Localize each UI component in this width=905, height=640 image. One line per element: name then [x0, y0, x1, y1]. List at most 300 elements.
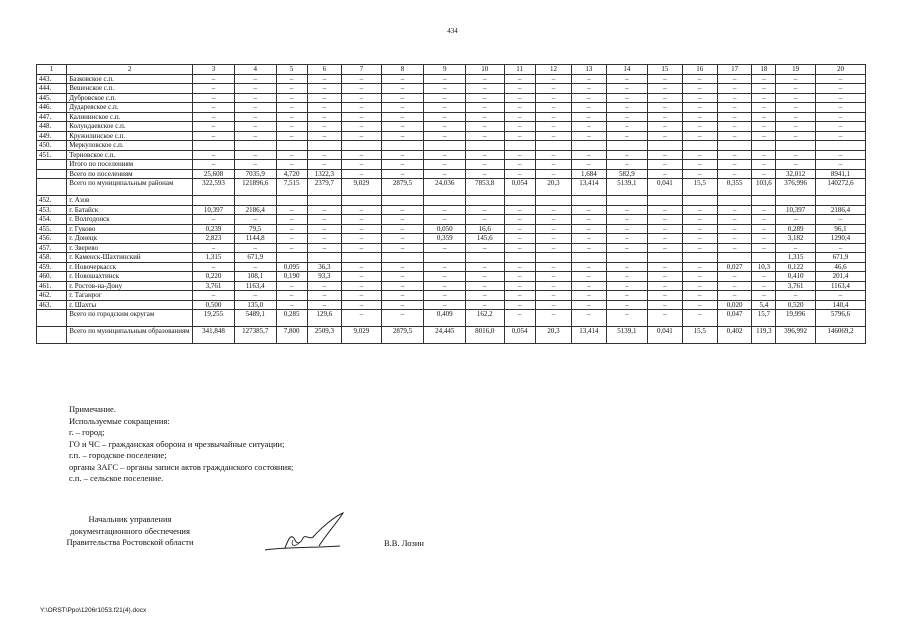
table-cell — [234, 141, 276, 151]
table-cell: – — [234, 150, 276, 160]
table-cell: – — [648, 160, 682, 170]
table-cell: – — [342, 74, 382, 84]
table-cell: – — [307, 281, 341, 291]
table-cell: – — [718, 224, 752, 234]
table-cell: – — [572, 234, 606, 244]
table-cell: – — [718, 243, 752, 253]
table-row — [37, 243, 866, 253]
table-cell: – — [606, 112, 648, 122]
table-cell: – — [535, 291, 571, 301]
table-cell: – — [307, 300, 341, 310]
table-cell: – — [572, 112, 606, 122]
table-cell: – — [718, 112, 752, 122]
table-cell: 140,4 — [815, 300, 865, 310]
table-cell: – — [504, 300, 535, 310]
table-cell: – — [342, 112, 382, 122]
table-cell: – — [307, 224, 341, 234]
table-cell: – — [466, 281, 505, 291]
table-cell: – — [752, 169, 776, 179]
table-cell: – — [342, 224, 382, 234]
table-cell: – — [466, 272, 505, 282]
table-cell: – — [424, 300, 466, 310]
table-cell: – — [307, 215, 341, 225]
table-cell: – — [606, 243, 648, 253]
table-cell: 20,3 — [535, 327, 571, 344]
table-cell — [815, 141, 865, 151]
table-cell: – — [276, 224, 307, 234]
table-cell: – — [342, 234, 382, 244]
table-cell: – — [718, 291, 752, 301]
row-number: 451. — [37, 150, 67, 160]
table-cell: 16,6 — [466, 224, 505, 234]
table-cell: 79,5 — [234, 224, 276, 234]
table-cell: – — [307, 93, 341, 103]
table-cell: – — [606, 300, 648, 310]
table-cell: – — [606, 74, 648, 84]
notes-block — [69, 404, 293, 485]
table-row — [37, 122, 866, 132]
table-cell: – — [648, 224, 682, 234]
row-name: Кружилинское с.п. — [67, 131, 193, 141]
note-line: Используемые сокращения: — [69, 415, 170, 426]
table-cell: 32,012 — [776, 169, 816, 179]
table-cell — [752, 196, 776, 206]
row-number: 447. — [37, 112, 67, 122]
table-cell: – — [466, 103, 505, 113]
table-cell: – — [424, 169, 466, 179]
table-cell: – — [424, 205, 466, 215]
table-cell: 3,761 — [193, 281, 235, 291]
table-cell: 10,397 — [776, 205, 816, 215]
table-cell: – — [504, 122, 535, 132]
table-cell: – — [752, 234, 776, 244]
table-cell: – — [682, 150, 717, 160]
table-cell — [342, 196, 382, 206]
table-cell: – — [193, 103, 235, 113]
column-header: 17 — [718, 65, 752, 75]
row-number: 462. — [37, 291, 67, 301]
table-cell: 376,996 — [776, 179, 816, 196]
table-cell: – — [776, 131, 816, 141]
table-cell: 24,445 — [424, 327, 466, 344]
table-cell: – — [682, 122, 717, 132]
table-cell: 1322,3 — [307, 169, 341, 179]
row-name: Терновское с.п. — [67, 150, 193, 160]
table-cell: – — [424, 122, 466, 132]
table-row — [37, 112, 866, 122]
table-cell: 2879,5 — [381, 179, 424, 196]
table-cell: – — [572, 150, 606, 160]
table-cell — [193, 196, 235, 206]
table-cell: – — [535, 84, 571, 94]
table-cell: – — [342, 272, 382, 282]
table-cell: – — [424, 215, 466, 225]
table-row — [37, 281, 866, 291]
table-row — [37, 179, 866, 196]
table-cell: 46,6 — [815, 262, 865, 272]
table-cell: 582,9 — [606, 169, 648, 179]
table-cell — [504, 196, 535, 206]
table-cell: 0,020 — [718, 300, 752, 310]
table-cell: 7035,9 — [234, 169, 276, 179]
table-cell — [504, 253, 535, 263]
table-cell — [752, 253, 776, 263]
table-row — [37, 253, 866, 263]
table-cell: – — [342, 215, 382, 225]
row-number: 452. — [37, 196, 67, 206]
table-cell: 0,041 — [648, 327, 682, 344]
table-cell: – — [535, 122, 571, 132]
row-number — [37, 327, 67, 344]
table-cell: – — [535, 243, 571, 253]
table-cell: – — [466, 205, 505, 215]
table-cell: – — [466, 291, 505, 301]
table-cell: – — [718, 215, 752, 225]
table-cell: – — [342, 160, 382, 170]
table-cell: – — [682, 215, 717, 225]
table-cell: 1,315 — [193, 253, 235, 263]
row-number — [37, 310, 67, 327]
table-cell: 0,500 — [193, 300, 235, 310]
table-cell: 0,122 — [776, 262, 816, 272]
row-name: г. Батайск — [67, 205, 193, 215]
table-cell: 0,027 — [718, 262, 752, 272]
table-cell: – — [776, 74, 816, 84]
table-row — [37, 141, 866, 151]
table-cell: – — [682, 93, 717, 103]
signature-title-line: документационного обеспечения — [70, 525, 190, 536]
table-cell: – — [535, 160, 571, 170]
table-cell: – — [572, 215, 606, 225]
column-header: 19 — [776, 65, 816, 75]
table-cell: – — [342, 122, 382, 132]
table-cell: 93,3 — [307, 272, 341, 282]
row-number: 463. — [37, 300, 67, 310]
table-row — [37, 234, 866, 244]
table-cell: 146069,2 — [815, 327, 865, 344]
table-cell: – — [572, 122, 606, 132]
table-cell: – — [752, 103, 776, 113]
row-name: Итого по поселениям — [67, 160, 193, 170]
table-cell — [648, 141, 682, 151]
table-cell — [718, 253, 752, 263]
table-cell: 103,6 — [752, 179, 776, 196]
table-cell: 5139,1 — [606, 179, 648, 196]
row-name: Всего по поселениям — [67, 169, 193, 179]
table-cell: – — [466, 112, 505, 122]
table-cell: – — [648, 169, 682, 179]
table-cell: – — [504, 224, 535, 234]
table-cell: 341,848 — [193, 327, 235, 344]
row-number — [37, 160, 67, 170]
row-name: г. Ростов-на-Дону — [67, 281, 193, 291]
table-cell: – — [381, 262, 424, 272]
table-cell: 7,800 — [276, 327, 307, 344]
table-row — [37, 205, 866, 215]
table-cell: – — [504, 262, 535, 272]
table-cell: – — [606, 215, 648, 225]
row-number: 458. — [37, 253, 67, 263]
row-number: 455. — [37, 224, 67, 234]
table-cell: – — [648, 272, 682, 282]
table-cell: – — [504, 131, 535, 141]
table-cell: – — [815, 74, 865, 84]
table-cell: – — [276, 84, 307, 94]
table-cell: 1,315 — [776, 253, 816, 263]
table-cell: – — [307, 160, 341, 170]
table-cell — [682, 196, 717, 206]
table-row — [37, 74, 866, 84]
table-cell: 5489,1 — [234, 310, 276, 327]
table-cell: – — [381, 224, 424, 234]
note-line: г. – город; — [69, 427, 105, 437]
table-cell: – — [504, 272, 535, 282]
table-cell: 2509,3 — [307, 327, 341, 344]
table-cell: 201,4 — [815, 272, 865, 282]
table-cell: – — [606, 262, 648, 272]
table-cell: 15,5 — [682, 179, 717, 196]
table-cell: 0,041 — [648, 179, 682, 196]
table-cell: – — [752, 122, 776, 132]
table-cell: – — [682, 169, 717, 179]
table-cell: 24,036 — [424, 179, 466, 196]
table-cell: – — [234, 262, 276, 272]
table-cell: 121896,6 — [234, 179, 276, 196]
table-cell: – — [276, 131, 307, 141]
table-cell: – — [504, 281, 535, 291]
table-cell: – — [572, 205, 606, 215]
table-cell: – — [682, 262, 717, 272]
table-cell: – — [276, 160, 307, 170]
table-cell: – — [342, 281, 382, 291]
table-cell: – — [648, 122, 682, 132]
table-cell: – — [504, 84, 535, 94]
table-cell: – — [234, 131, 276, 141]
table-cell: – — [648, 84, 682, 94]
table-cell — [648, 196, 682, 206]
table-cell: – — [572, 84, 606, 94]
table-cell: – — [307, 234, 341, 244]
table-cell: – — [776, 291, 816, 301]
table-cell: – — [234, 291, 276, 301]
table-cell: – — [466, 300, 505, 310]
table-cell: – — [193, 74, 235, 84]
note-line: с.п. – сельское поселение. — [69, 473, 164, 483]
table-cell: – — [342, 93, 382, 103]
table-cell: 8016,0 — [466, 327, 505, 344]
table-cell: – — [381, 272, 424, 282]
table-cell — [424, 141, 466, 151]
table-cell: – — [424, 74, 466, 84]
column-header: 20 — [815, 65, 865, 75]
table-cell: – — [276, 122, 307, 132]
table-cell — [342, 141, 382, 151]
table-cell: – — [535, 310, 571, 327]
table-cell: – — [504, 74, 535, 84]
row-name: Всего по муниципальным районам — [67, 179, 193, 196]
table-cell: – — [276, 281, 307, 291]
table-cell: 5139,1 — [606, 327, 648, 344]
table-cell: – — [535, 112, 571, 122]
table-cell: – — [193, 262, 235, 272]
table-cell: – — [504, 103, 535, 113]
table-cell: – — [648, 150, 682, 160]
table-cell: – — [424, 291, 466, 301]
table-cell: – — [535, 74, 571, 84]
table-cell: 127385,7 — [234, 327, 276, 344]
page-number: 434 — [447, 27, 458, 35]
table-cell: – — [682, 224, 717, 234]
table-row — [37, 169, 866, 179]
table-cell — [342, 253, 382, 263]
table-cell: – — [234, 243, 276, 253]
table-cell: – — [718, 205, 752, 215]
table-cell — [276, 141, 307, 151]
table-cell: – — [572, 93, 606, 103]
table-cell: – — [381, 300, 424, 310]
table-cell: – — [504, 243, 535, 253]
table-cell: – — [504, 169, 535, 179]
table-cell: – — [466, 131, 505, 141]
table-cell: – — [307, 122, 341, 132]
column-header: 13 — [572, 65, 606, 75]
table-cell — [606, 253, 648, 263]
table-cell: – — [718, 272, 752, 282]
table-cell: 0,095 — [276, 262, 307, 272]
table-cell: – — [307, 74, 341, 84]
signature-title — [45, 514, 215, 549]
table-cell: – — [648, 103, 682, 113]
column-header: 12 — [535, 65, 571, 75]
table-cell: 10,3 — [752, 262, 776, 272]
table-cell: – — [648, 291, 682, 301]
table-cell: – — [606, 93, 648, 103]
table-cell: – — [276, 243, 307, 253]
table-cell: – — [606, 103, 648, 113]
signature-title-line: Начальник управления — [88, 514, 172, 524]
table-cell: – — [752, 74, 776, 84]
table-cell — [682, 253, 717, 263]
row-name: г. Новошахтинск — [67, 272, 193, 282]
table-cell: – — [307, 243, 341, 253]
table-cell: – — [648, 112, 682, 122]
row-name: Калининское с.п. — [67, 112, 193, 122]
table-cell: – — [466, 74, 505, 84]
table-cell: – — [606, 122, 648, 132]
table-cell: – — [424, 103, 466, 113]
table-cell: – — [381, 150, 424, 160]
table-cell: – — [682, 281, 717, 291]
row-name: г. Новочеркасск — [67, 262, 193, 272]
table-row — [37, 103, 866, 113]
table-cell: 0,289 — [776, 224, 816, 234]
table-cell: – — [381, 205, 424, 215]
table-cell: – — [307, 131, 341, 141]
table-cell: – — [682, 103, 717, 113]
table-cell: – — [682, 291, 717, 301]
table-cell — [535, 253, 571, 263]
row-number: 457. — [37, 243, 67, 253]
row-name: г. Таганрог — [67, 291, 193, 301]
table-cell: 1,684 — [572, 169, 606, 179]
table-cell: – — [193, 243, 235, 253]
table-cell: 25,608 — [193, 169, 235, 179]
table-row — [37, 160, 866, 170]
table-cell: – — [381, 93, 424, 103]
table-cell: 9,029 — [342, 327, 382, 344]
table-cell: – — [193, 84, 235, 94]
row-name: Базковское с.п. — [67, 74, 193, 84]
table-cell: – — [234, 112, 276, 122]
table-cell: – — [381, 169, 424, 179]
table-cell — [276, 196, 307, 206]
table-cell: – — [682, 74, 717, 84]
table-cell: – — [752, 93, 776, 103]
table-row — [37, 150, 866, 160]
table-cell: – — [307, 103, 341, 113]
table-cell: 19,255 — [193, 310, 235, 327]
table-cell: – — [572, 224, 606, 234]
table-cell: – — [752, 84, 776, 94]
table-cell: – — [815, 243, 865, 253]
table-cell — [307, 141, 341, 151]
table-cell — [606, 141, 648, 151]
table-cell: – — [682, 84, 717, 94]
column-header: 11 — [504, 65, 535, 75]
table-cell: – — [648, 93, 682, 103]
table-cell — [424, 196, 466, 206]
table-cell: – — [648, 205, 682, 215]
row-name: г. Зверево — [67, 243, 193, 253]
table-cell: – — [535, 300, 571, 310]
table-cell: 2186,4 — [815, 205, 865, 215]
row-number: 454. — [37, 215, 67, 225]
table-cell: 2879,5 — [381, 327, 424, 344]
table-cell: – — [752, 291, 776, 301]
table-cell: – — [776, 215, 816, 225]
row-name: г. Волгодонск — [67, 215, 193, 225]
table-cell: – — [466, 262, 505, 272]
table-cell — [381, 141, 424, 151]
table-cell: – — [466, 243, 505, 253]
table-cell: 396,992 — [776, 327, 816, 344]
table-cell: – — [682, 300, 717, 310]
table-cell: – — [307, 150, 341, 160]
file-path-footer: Y:\ORST\Ppo\1206r1053.f21(4).docx — [40, 607, 147, 614]
column-header: 6 — [307, 65, 341, 75]
table-row — [37, 291, 866, 301]
data-table — [36, 64, 866, 344]
table-cell: 0,409 — [424, 310, 466, 327]
table-cell: – — [815, 93, 865, 103]
table-cell: 0,410 — [776, 272, 816, 282]
table-cell — [572, 141, 606, 151]
table-cell — [718, 141, 752, 151]
table-cell: 36,3 — [307, 262, 341, 272]
note-line: ГО и ЧС – гражданская оборона и чрезвычайные ситуации; — [69, 438, 285, 449]
table-cell: – — [606, 224, 648, 234]
table-cell: 7,515 — [276, 179, 307, 196]
table-cell: 0,054 — [504, 179, 535, 196]
column-header: 10 — [466, 65, 505, 75]
table-cell: – — [682, 243, 717, 253]
table-cell: – — [307, 205, 341, 215]
table-cell: 0,190 — [276, 272, 307, 282]
table-cell: – — [504, 93, 535, 103]
table-cell: 3,182 — [776, 234, 816, 244]
table-cell: – — [752, 272, 776, 282]
table-cell: – — [424, 112, 466, 122]
